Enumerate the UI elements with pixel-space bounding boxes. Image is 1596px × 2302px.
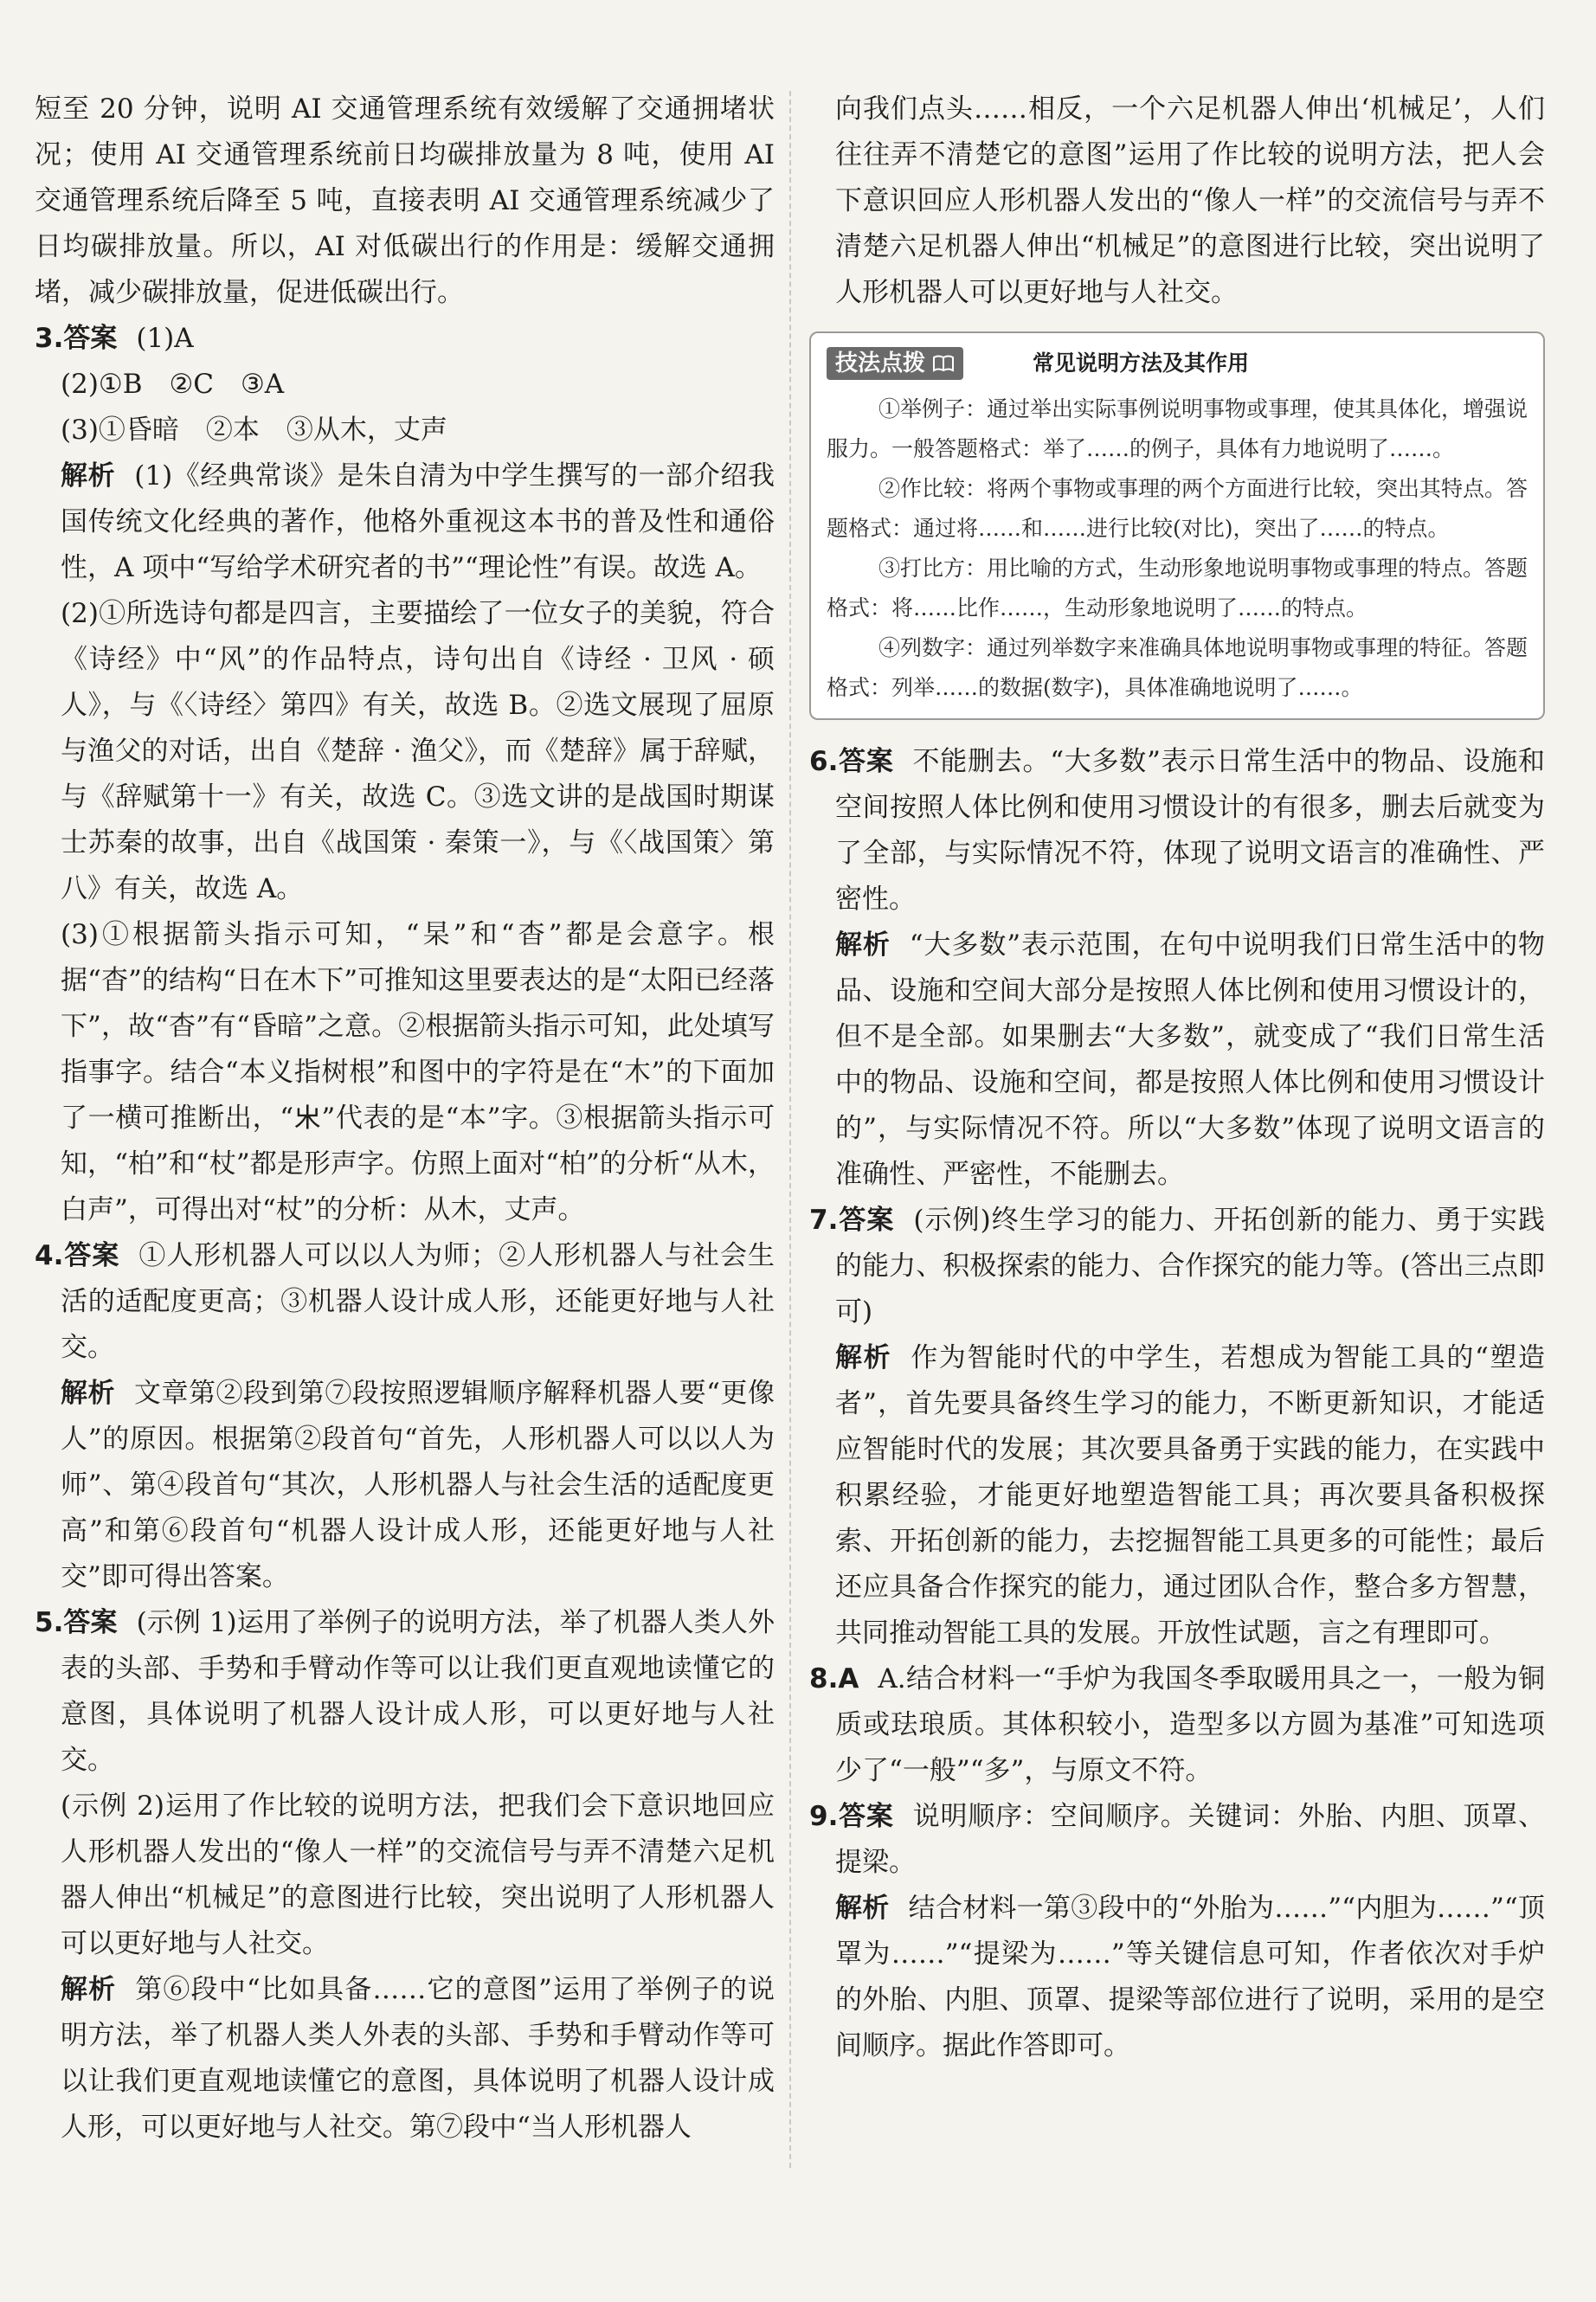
answer-q3: 3.答案 (1)A <box>35 323 194 354</box>
analysis-q3-part2: (2)①所选诗句都是四言，主要描绘了一位女子的美貌，符合《诗经》中“风”的作品特点，诗句出自《诗经 · 卫风 · 硕人》，与《〈诗经〉第四》有关，故选 B。②选文展现了屈原与渔父的对话，出自《楚辞 · 渔父》，而《楚辞》属于辞赋，与《辞赋第十一》有关，故选 C。③选文讲的是战国时期谋士苏秦的故事，出自《战国策 · 秦策一》，与《〈战国策〉第八》有关，故选 A。 <box>61 598 775 904</box>
answer-q5-example2: (示例 2)运用了作比较的说明方法，把我们会下意识地回应人形机器人发出的“像人一样”的交流信号与弄不清楚六足机器人伸出“机械足”的意图进行比较，突出说明了人形机器人可以更好地与人社交。 <box>61 1791 775 1959</box>
tip-badge: 技法点拨 <box>827 347 963 380</box>
analysis-q3-part3: (3)①根据箭头指示可知，“杲”和“杳”都是会意字。根据“杳”的结构“日在木下”可推知这里要表达的是“太阳已经落下”，故“杳”有“昏暗”之意。②根据箭头指示可知，此处填写指事字。结合“本义指树根”和图中的字符是在“木”的下面加了一横可推断出，“𣎵”代表的是“本”字。③根据箭头指示可知，“柏”和“杖”都是形声字。仿照上面对“柏”的分析“从木，白声”，可得出对“杖”的分析：从木，丈声。 <box>61 919 775 1225</box>
analysis-q7: 解析 作为智能时代的中学生，若想成为智能工具的“塑造者”，首先要具备终生学习的能力，不断更新知识，才能适应智能时代的发展；其次要具备勇于实践的能力，在实践中积累经验，才能更好地塑造智能工具；再次要具备积极探索、开拓创新的能力，去挖掘智能工具更多的可能性；最后还应具备合作探究的能力，通过团队合作，整合多方智慧，共同推动智能工具的发展。开放性试题，言之有理即可。 <box>835 1342 1545 1649</box>
answer-q9: 9.答案 说明顺序：空间顺序。关键词：外胎、内胆、顶罩、提梁。 <box>809 1801 1546 1878</box>
right-column <box>809 87 1545 2069</box>
analysis-q5: 解析 第⑥段中“比如具备……它的意图”运用了举例子的说明方法，举了机器人类人外表的头部、手势和手臂动作等可以让我们更直观地读懂它的意图，具体说明了机器人设计成人形，可以更好地与人社交。第⑦段中“当人形机器人 <box>61 1974 775 2143</box>
tip-box <box>809 331 1545 720</box>
tip-item: ③打比方：用比喻的方式，生动形象地说明事物或事理的特点。答题格式：将……比作……，生动形象地说明了……的特点。 <box>827 556 1528 621</box>
answer-q8: 8.A A.结合材料一“手炉为我国冬季取暖用具之一，一般为铜质或珐琅质。其体积较小，造型多以方圆为基准”可知选项少了“一般”“多”，与原文不符。 <box>809 1663 1545 1786</box>
analysis-q9: 解析 结合材料一第③段中的“外胎为……”“内胆为……”“顶罩为……”“提梁为……”等关键信息可知，作者依次对手炉的外胎、内胆、顶罩、提梁等部位进行了说明，采用的是空间顺序。据此作答即可。 <box>835 1893 1546 2061</box>
tip-header <box>827 340 1528 386</box>
tip-item: ④列数字：通过列举数字来准确具体地说明事物或事理的特征。答题格式：列举……的数据(数字)，具体准确地说明了……。 <box>827 635 1528 700</box>
left-para-continuation: 短至 20 分钟，说明 AI 交通管理系统有效缓解了交通拥堵状况；使用 AI 交通管理系统前日均碳排放量为 8 吨，使用 AI 交通管理系统后降至 5 吨，直接表明 AI 交通管理系统减少了日均碳排放量。所以，AI 对低碳出行的作用是：缓解交通拥堵，减少碳排放量，促进低碳出行。 <box>35 93 775 308</box>
answer-q3-part3: (3)①昏暗 ②本 ③从木，丈声 <box>61 415 447 446</box>
tip-item: ①举例子：通过举出实际事例说明事物或事理，使其具体化，增强说服力。一般答题格式：举了……的例子，具体有力地说明了……。 <box>827 396 1528 461</box>
column-divider <box>789 91 791 2168</box>
answer-q3-part2: (2)①B ②C ③A <box>61 369 285 400</box>
answer-q6: 6.答案 不能删去。“大多数”表示日常生活中的物品、设施和空间按照人体比例和使用习惯设计的有很多，删去后就变为了全部，与实际情况不符，体现了说明文语言的准确性、严密性。 <box>809 746 1545 915</box>
analysis-q5-continuation: 向我们点头……相反，一个六足机器人伸出‘机械足’，人们往往弄不清楚它的意图”运用了作比较的说明方法，把人会下意识回应人形机器人发出的“像人一样”的交流信号与弄不清楚六足机器人伸出“机械足”的意图进行比较，突出说明了人形机器人可以更好地与人社交。 <box>835 93 1545 308</box>
book-icon <box>932 354 955 373</box>
analysis-q4: 解析 文章第②段到第⑦段按照逻辑顺序解释机器人要“更像人”的原因。根据第②段首句“首先，人形机器人可以以人为师”、第④段首句“其次，人形机器人与社会生活的适配度更高”和第⑥段首句“机器人设计成人形，还能更好地与人社交”即可得出答案。 <box>61 1378 775 1592</box>
analysis-q3: 解析 (1)《经典常谈》是朱自清为中学生撰写的一部介绍我国传统文化经典的著作，他格外重视这本书的普及性和通俗性，A 项中“写给学术研究者的书”“理论性”有误。故选 A。 <box>61 460 775 583</box>
answer-q7: 7.答案 (示例)终生学习的能力、开拓创新的能力、勇于实践的能力、积极探索的能力、合作探究的能力等。(答出三点即可) <box>809 1205 1546 1328</box>
left-column <box>35 87 775 2151</box>
answer-q5: 5.答案 (示例 1)运用了举例子的说明方法，举了机器人类人外表的头部、手势和手臂动作等可以让我们更直观地读懂它的意图，具体说明了机器人设计成人形，可以更好地与人社交。 <box>35 1607 775 1776</box>
analysis-q6: 解析 “大多数”表示范围，在句中说明我们日常生活中的物品、设施和空间大部分是按照人体比例和使用习惯设计的，但不是全部。如果删去“大多数”，就变成了“我们日常生活中的物品、设施和空间，都是按照人体比例和使用习惯设计的”，与实际情况不符。所以“大多数”体现了说明文语言的准确性、严密性，不能删去。 <box>835 929 1546 1190</box>
answer-q4: 4.答案 ①人形机器人可以以人为师；②人形机器人与社会生活的适配度更高；③机器人设计成人形，还能更好地与人社交。 <box>35 1240 775 1363</box>
tip-title: 常见说明方法及其作用 <box>1033 350 1250 376</box>
tip-item: ②作比较：将两个事物或事理的两个方面进行比较，突出其特点。答题格式：通过将……和……进行比较(对比)，突出了……的特点。 <box>827 476 1528 541</box>
